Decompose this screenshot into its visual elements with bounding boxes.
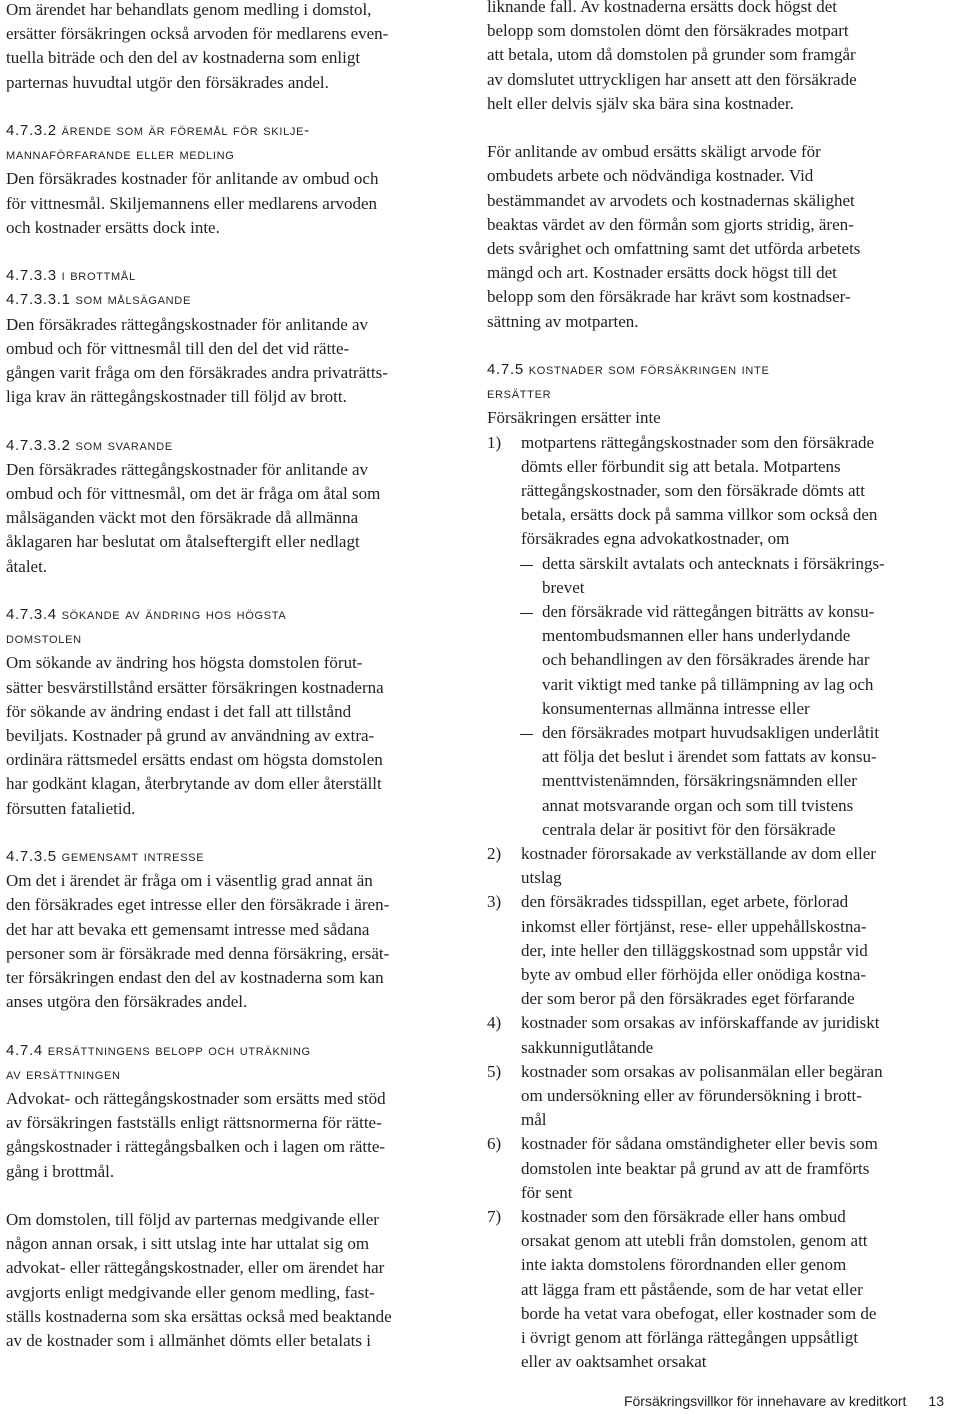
- text-line: tuella biträde och den del av kostnaderna som enligt: [6, 48, 361, 68]
- text-line: parternas huvudtal utgör den försäkrades andel.: [6, 72, 329, 92]
- list-number: 5): [487, 1061, 502, 1081]
- text-line: helt eller delvis själv ska bära sina kostnader.: [487, 93, 794, 113]
- text-line: den försäkrades eget intresse eller den försäkrade i ären-: [6, 895, 390, 915]
- page-footer: [624, 1392, 944, 1410]
- text-line: åtalet.: [6, 556, 48, 576]
- sublist-item-text: konsumenternas allmänna intresse eller: [542, 698, 810, 718]
- text-line: mängd och art. Kostnader ersätts dock högst till det: [487, 263, 837, 283]
- text-line: liga krav än rättegångskostnader till följd av brott.: [6, 387, 347, 407]
- section-heading: 4.7.5 kostnader som försäkringen inte: [487, 361, 770, 378]
- list-item-text: den försäkrades tidsspillan, eget arbete, förlorad: [521, 892, 849, 912]
- text-line: ombud och för vittnesmål, om det är fråga om åtal som: [6, 484, 381, 503]
- list-item-text: rättegångskostnader, som den försäkrade dömts att: [521, 481, 865, 500]
- list-item-text: kostnader för sådana omständigheter eller bevis som: [521, 1134, 878, 1154]
- list-item-text: byte av ombud eller förhöjda eller onödiga kostna-: [521, 965, 867, 984]
- list-item-text: mål: [521, 1110, 547, 1130]
- section-heading: 4.7.3.4 sökande av ändring hos högsta: [6, 606, 287, 623]
- list-item-text: domstolen inte beaktar på grund av att de framförts: [521, 1158, 870, 1178]
- text-line: dets svårighet och omfattning samt det utförda arbetets: [487, 239, 861, 258]
- text-line: det har att bevaka ett gemensamt intresse med sådana: [6, 919, 370, 939]
- list-item-text: orsakat genom att utebli från domstolen, genom att: [521, 1231, 868, 1251]
- sublist-item-text: och behandlingen av den försäkrades ärende har: [542, 650, 870, 670]
- section-heading: ersätter: [487, 385, 552, 403]
- text-line: Den försäkrades kostnader för anlitande av ombud och: [6, 169, 379, 189]
- list-item-text: i övrigt genom att förlänga rättegången uppsåtligt: [521, 1328, 859, 1347]
- text-line: har godkänt klagan, återbrytande av dom eller återställt: [6, 774, 382, 794]
- section-heading: 4.7.3.2 ärende som är föremål för skilje-: [6, 122, 310, 139]
- text-line: för sökande av ändring endast i det fall att tillstånd: [6, 701, 352, 721]
- section-heading: 4.7.3.3.1 som målsägande: [6, 291, 191, 309]
- text-line: målsäganden väckt mot den försäkrade då allmänna: [6, 508, 359, 528]
- text-line: Advokat- och rättegångskostnader som ersätts med stöd: [6, 1089, 386, 1108]
- list-item-text: dömts eller förbundit sig att betala. Motpartens: [521, 456, 841, 476]
- list-number: 2): [487, 844, 502, 863]
- list-item-text: eller av oaktsamhet orsakat: [521, 1352, 707, 1372]
- text-line: anses utgöra den försäkrades andel.: [6, 992, 248, 1012]
- list-item-text: inte iakta domstolens förordnanden eller genom: [521, 1255, 847, 1275]
- list-number: 7): [487, 1207, 502, 1226]
- text-line: av de kostnader som i allmänhet dömts eller betalats i: [6, 1331, 371, 1350]
- text-line: Om det i ärendet är fråga om i väsentlig grad annat än: [6, 871, 373, 891]
- sublist-item-text: den försäkrades motpart huvudsakligen underlåtit: [542, 723, 880, 742]
- list-number: 4): [487, 1013, 502, 1033]
- list-item-text: för sent: [521, 1182, 573, 1202]
- list-item-text: att lägga fram ett påstående, som de har vetat eller: [521, 1279, 863, 1299]
- sublist-item-text: varit viktigt med tanke på tillämpning av lag och: [542, 674, 874, 694]
- text-line: gången varit fråga om den försäkrades andra privaträtts-: [6, 363, 388, 382]
- list-item-text: kostnader som orsakas av införskaffande av juridiskt: [521, 1013, 880, 1033]
- text-line: avgjorts enligt medgivande eller genom medling, fast-: [6, 1282, 375, 1302]
- text-line: av domslutet uttryckligen har ansett att den försäkrade: [487, 69, 857, 89]
- list-item-text: borde ha vetat vara obefogat, eller kostnader som de: [521, 1303, 877, 1323]
- text-line: ombudets arbete och nödvändiga kostnader. Vid: [487, 166, 814, 186]
- text-line: beaktas värdet av den förmån som gjorts stridig, ären-: [487, 214, 854, 234]
- text-line: ombud och för vittnesmål till den del det vid rätte-: [6, 338, 350, 358]
- text-line: liknande fall. Av kostnaderna ersätts dock högst det: [487, 0, 837, 16]
- sublist-item-text: den försäkrade vid rättegången biträtts av konsu-: [542, 602, 875, 621]
- list-item-text: om undersökning eller av förundersökning i brott-: [521, 1086, 862, 1105]
- list-item-text: inkomst eller förtjänst, rese- eller uppehållskostna-: [521, 916, 867, 936]
- text-line: ordinära rättsmedel ersätts endast om högsta domstolen: [6, 750, 383, 770]
- section-heading: 4.7.4 ersättningens belopp och uträkning: [6, 1041, 311, 1059]
- section-heading: 4.7.3.3 i brottmål: [6, 267, 136, 285]
- text-line: advokat- eller rättegångskostnader, eller om ärendet har: [6, 1258, 385, 1278]
- text-line: gång i brottmål.: [6, 1161, 115, 1181]
- text-line: att betala, utom då domstolen på grunder som framgår: [487, 45, 856, 65]
- section-heading: av ersättningen: [6, 1065, 121, 1083]
- sublist-item-text: menttvistenämnden, försäkringsnämnden eller: [542, 771, 857, 791]
- sublist-item-text: brevet: [542, 577, 585, 597]
- sublist-item-text: att följa det beslut i ärendet som fattats av konsu-: [542, 747, 877, 767]
- sublist-item-text: mentombudsmannen eller hans underlydande: [542, 626, 851, 646]
- text-line: belopp som domstolen dömt den försäkrades motpart: [487, 21, 849, 41]
- text-line: beviljats. Kostnader på grund av användning av extra-: [6, 726, 375, 745]
- text-line: och kostnader ersätts dock inte.: [6, 217, 220, 237]
- text-line: sätter besvärstillstånd ersätter försäkringen kostnaderna: [6, 677, 384, 697]
- text-line: bestämmandet av arvodets och kostnadernas skälighet: [487, 190, 855, 210]
- list-item-text: betala, ersätts dock på samma villkor som också den: [521, 505, 878, 525]
- text-line: Om sökande av ändring hos högsta domstolen förut-: [6, 653, 363, 673]
- text-line: någon annan orsak, i sitt utslag inte har uttalat sig om: [6, 1234, 370, 1254]
- section-heading: domstolen: [6, 630, 82, 648]
- text-line: av försäkringen fastställs enligt rättsnormerna för rätte-: [6, 1113, 382, 1133]
- list-item-text: kostnader som orsakas av polisanmälan eller begäran: [521, 1061, 883, 1081]
- text-line: åklagaren har beslutat om åtalseftergift eller nedlagt: [6, 532, 360, 552]
- section-heading: mannaförfarande eller medling: [6, 146, 235, 164]
- dash-bullet: [520, 565, 533, 566]
- footer-title: Försäkringsvillkor för innehavare av kreditkort: [623, 1393, 907, 1409]
- text-line: Om ärendet har behandlats genom medling i domstol,: [6, 0, 372, 19]
- list-item-text: kostnader som den försäkrade eller hans ombud: [521, 1207, 846, 1226]
- text-line: försutten fatalietid.: [6, 798, 136, 818]
- section-heading: 4.7.3.5 gemensamt intresse: [6, 848, 205, 865]
- list-item-text: der, inte heller den tilläggskostnad som uppstår vid: [521, 940, 868, 960]
- list-number: 3): [487, 892, 502, 912]
- list-number: 6): [487, 1134, 502, 1154]
- sublist-item-text: detta särskilt avtalats och antecknats i försäkrings-: [542, 553, 885, 573]
- sublist-item-text: annat motsvarande organ och som till tvistens: [542, 795, 854, 815]
- dash-bullet: [520, 613, 533, 614]
- text-line: ställs kostnaderna som ska ersättas också med beaktande: [6, 1306, 392, 1326]
- text-line: Den försäkrades rättegångskostnader för anlitande av: [6, 314, 369, 334]
- list-item-text: kostnader förorsakade av verkställande av dom eller: [521, 844, 876, 863]
- text-line: ersätter försäkringen också arvoden för medlarens even-: [6, 24, 389, 44]
- text-line: Om domstolen, till följd av parternas medgivande eller: [6, 1210, 379, 1229]
- text-line: sättning av motparten.: [487, 311, 639, 331]
- text-line: belopp som den försäkrade har krävt som kostnadser-: [487, 287, 851, 307]
- text-line: gångskostnader i rättegångsbalken och i lagen om rätte-: [6, 1137, 386, 1157]
- list-item-text: sakkunnigutlåtande: [521, 1037, 654, 1057]
- section-heading: 4.7.3.3.2 som svarande: [6, 436, 173, 454]
- dash-bullet: [520, 734, 533, 735]
- text-line: ter försäkringen endast den del av kostnaderna som kan: [6, 968, 384, 987]
- text-line: personer som är försäkrade med denna försäkring, ersät-: [6, 943, 390, 963]
- list-item-text: motpartens rättegångskostnader som den försäkrade: [521, 432, 875, 452]
- list-item-text: försäkrades egna advokatkostnader, om: [521, 529, 790, 549]
- list-number: 1): [487, 432, 502, 452]
- list-item-text: utslag: [521, 868, 562, 888]
- text-line: För anlitande av ombud ersätts skäligt arvode för: [487, 142, 821, 162]
- text-line: för vittnesmål. Skiljemannens eller medlarens arvoden: [6, 193, 378, 213]
- text-line: Försäkringen ersätter inte: [487, 408, 661, 428]
- sublist-item-text: centrala delar är positivt för den försäkrade: [542, 819, 836, 839]
- list-item-text: der som beror på den försäkrades eget förfarande: [521, 989, 855, 1009]
- page-number: 13: [928, 1393, 944, 1409]
- text-line: Den försäkrades rättegångskostnader för anlitande av: [6, 459, 369, 479]
